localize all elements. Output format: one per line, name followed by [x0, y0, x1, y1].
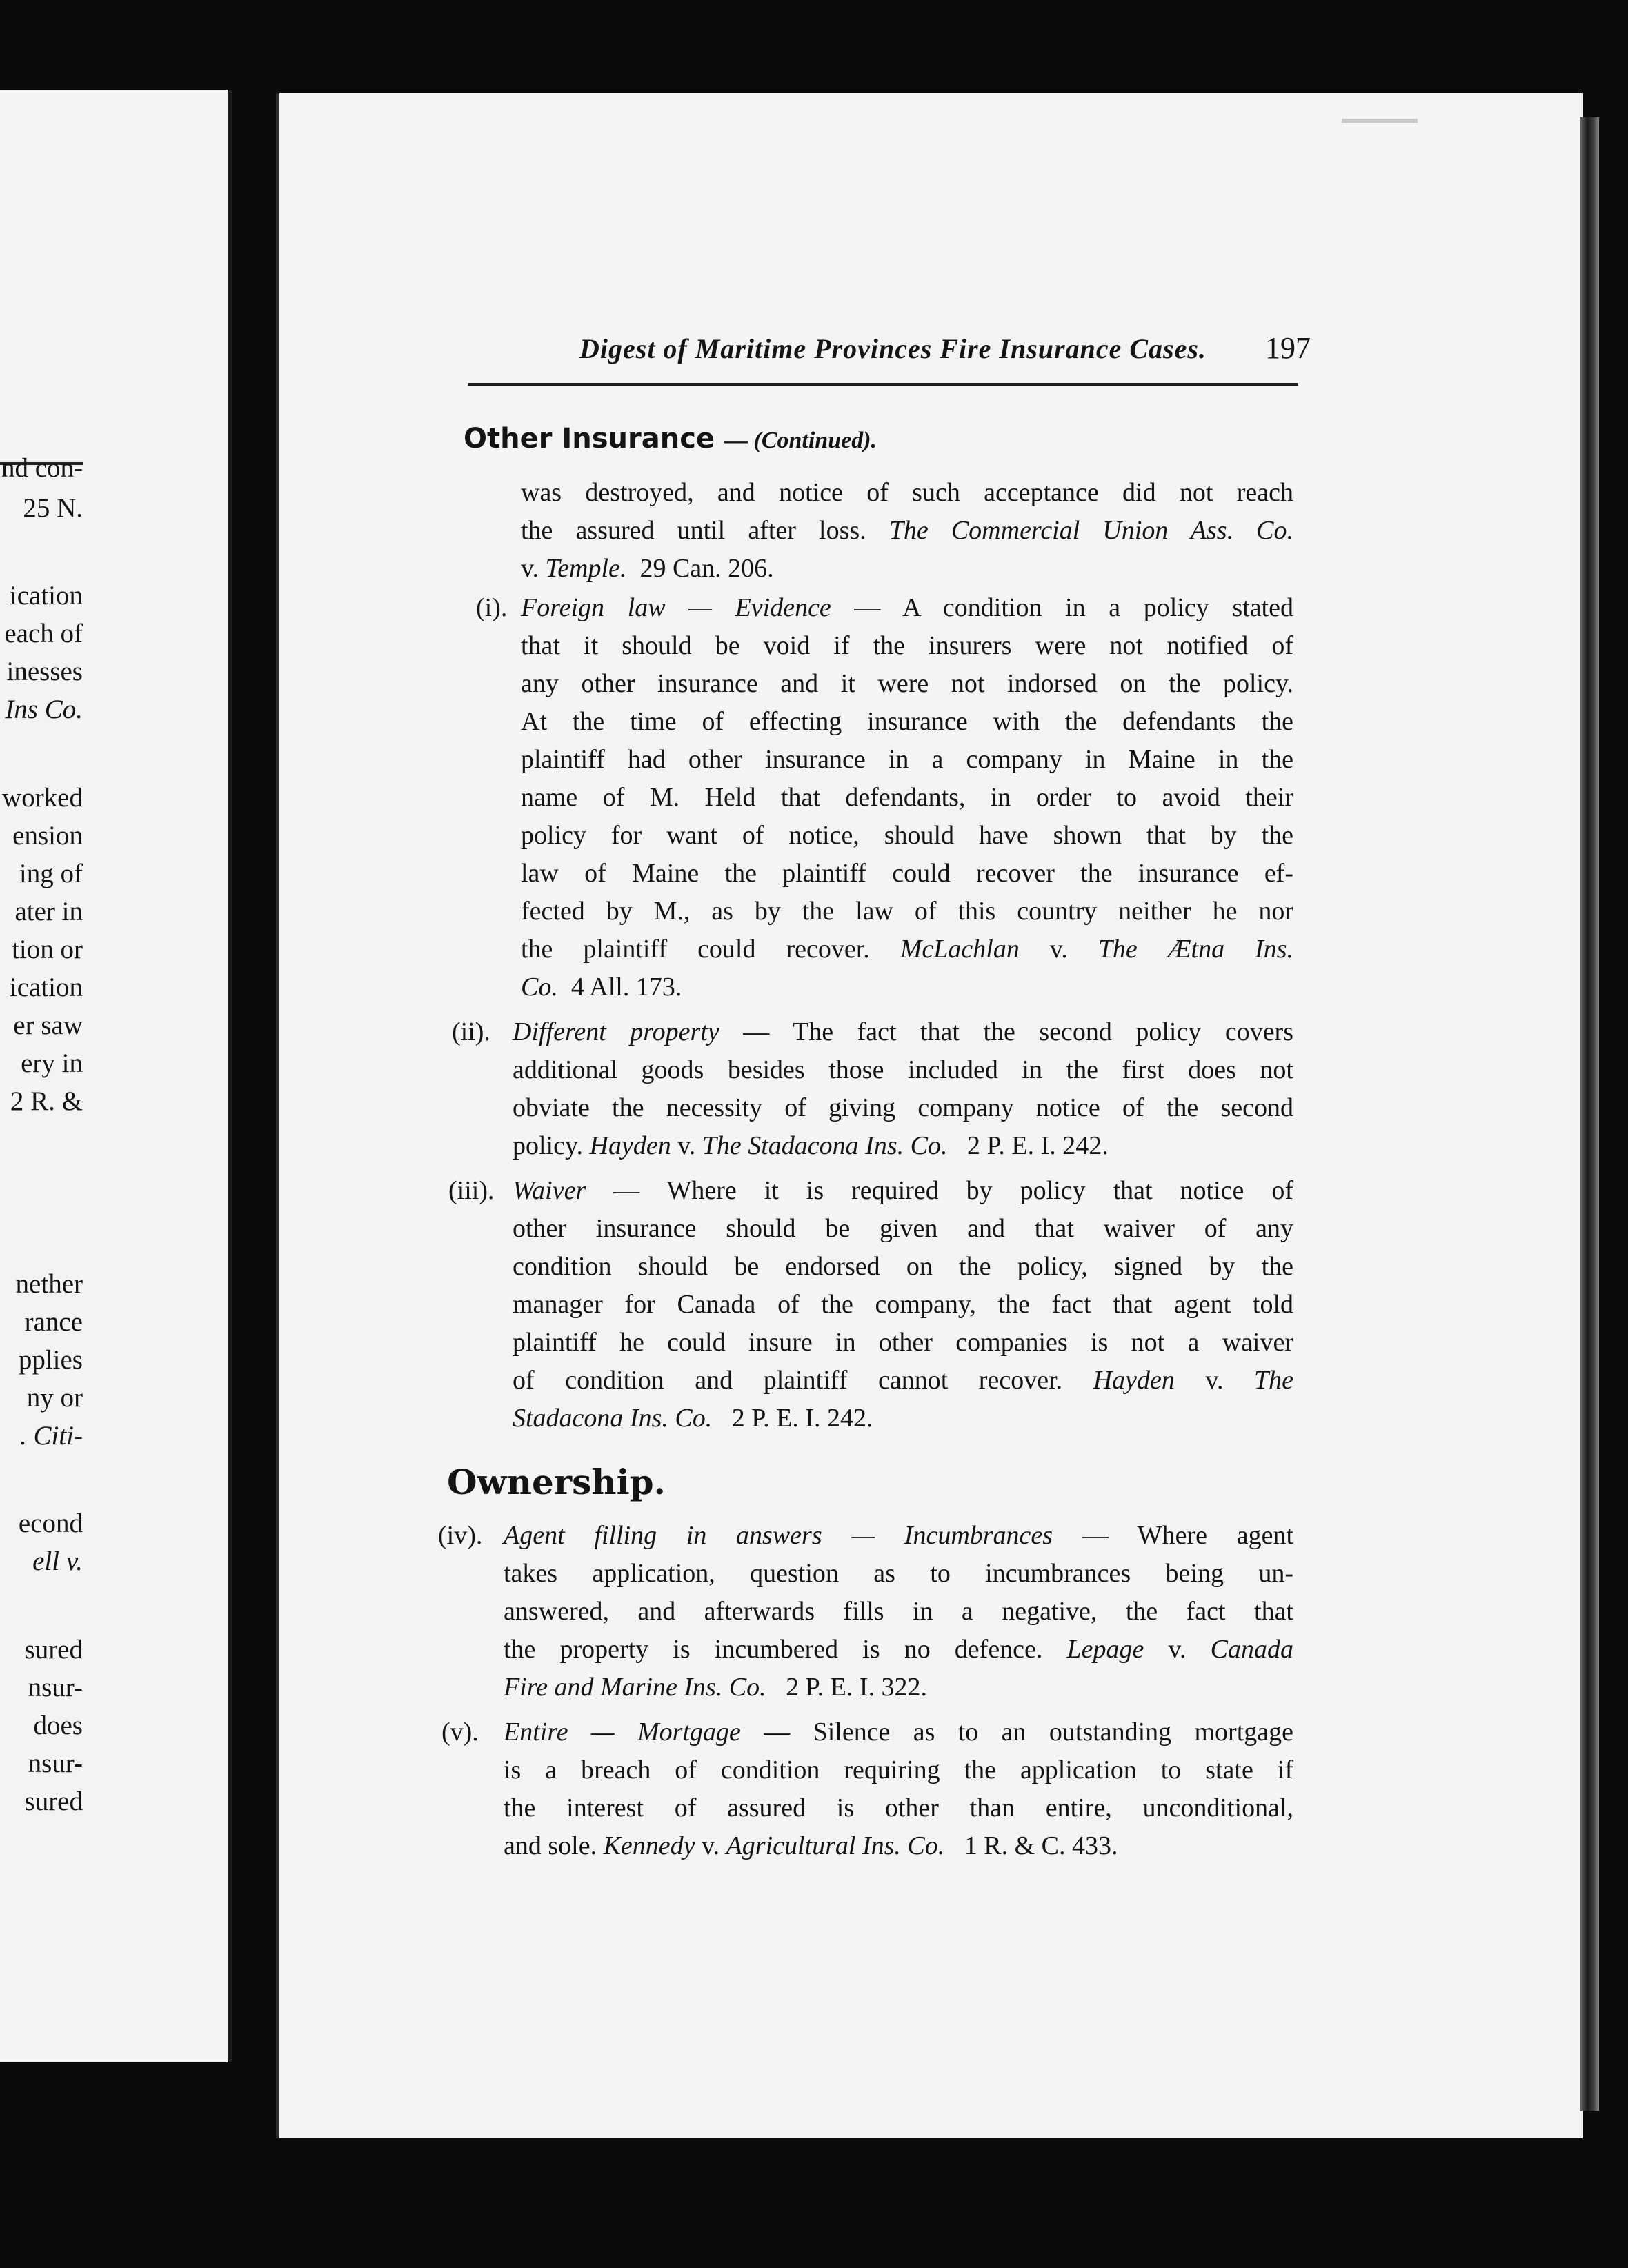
body-text-line: condition should be endorsed on the policy, signed by the	[513, 1252, 1293, 1281]
body-text-line: the assured until after loss. The Commercial Union Ass. Co.	[521, 516, 1294, 545]
previous-page-line: . Citi-	[19, 1421, 83, 1451]
previous-page-line: nd con-	[1, 453, 83, 483]
previous-page-line: worked	[2, 783, 83, 813]
body-text-line: the property is incumbered is no defence. Lepage v. Canada	[504, 1635, 1293, 1664]
body-text-line: that it should be void if the insurers were not notified of	[521, 631, 1293, 660]
previous-page-line: nether	[15, 1269, 83, 1299]
body-text-line: manager for Canada of the company, the fact that agent told	[513, 1290, 1293, 1319]
body-text-line: Agent filling in answers — Incumbrances — Where agent	[504, 1521, 1294, 1550]
body-text-line: At the time of effecting insurance with the defendants the	[521, 707, 1293, 736]
body-text-line: Stadacona Ins. Co. 2 P. E. I. 242.	[513, 1404, 873, 1433]
body-text-line: other insurance should be given and that waiver of any	[513, 1214, 1293, 1243]
previous-page-line: ater in	[14, 897, 83, 926]
page-top-mark	[1342, 119, 1418, 123]
body-text-line: Waiver — Where it is required by policy that notice of	[513, 1176, 1293, 1205]
body-text-line: Co. 4 All. 173.	[521, 973, 682, 1002]
body-text-line: additional goods besides those included in the first does not	[513, 1055, 1293, 1084]
section-heading-ownership: Ownership.	[447, 1462, 666, 1502]
previous-page-line: ication	[9, 973, 83, 1002]
body-text-line: policy. Hayden v. The Stadacona Ins. Co. 2 P. E. I. 242.	[513, 1131, 1109, 1160]
previous-page-fragment	[0, 90, 232, 2062]
previous-page-line: each of	[4, 619, 83, 648]
page-number: 197	[1265, 331, 1311, 365]
body-text-line: Entire — Mortgage — Silence as to an outstanding mortgage	[504, 1718, 1293, 1747]
body-text-line: policy for want of notice, should have shown that by the	[521, 821, 1293, 850]
body-text-line: the interest of assured is other than entire, unconditional,	[504, 1793, 1293, 1822]
previous-page-line: nsur-	[28, 1749, 83, 1778]
previous-page-line: sured	[24, 1635, 83, 1664]
previous-page-line: ension	[12, 821, 83, 850]
running-header-title: Digest of Maritime Provinces Fire Insurance Cases.	[579, 333, 1207, 364]
item-number: (iv).	[438, 1521, 483, 1550]
body-text-line: plaintiff had other insurance in a company in Maine in the	[521, 745, 1293, 774]
previous-page-line: econd	[18, 1509, 83, 1538]
body-text-line: was destroyed, and notice of such acceptance did not reach	[521, 478, 1293, 507]
body-text-line: obviate the necessity of giving company notice of the second	[513, 1093, 1293, 1122]
body-text-line: answered, and afterwards fills in a negative, the fact that	[504, 1597, 1293, 1626]
body-text-line: is a breach of condition requiring the application to state if	[504, 1755, 1293, 1784]
body-text-line: law of Maine the plaintiff could recover the insurance ef-	[521, 859, 1293, 888]
previous-page-line: ication	[9, 581, 83, 610]
body-text-line: v. Temple. 29 Can. 206.	[521, 554, 774, 583]
body-text-line: Foreign law — Evidence — A condition in a policy stated	[521, 593, 1293, 622]
previous-page-line: 2 R. &	[10, 1086, 83, 1116]
item-number: (v).	[441, 1718, 479, 1747]
item-number: (i).	[476, 593, 508, 622]
item-number: (iii).	[448, 1176, 495, 1205]
body-text-line: Different property — The fact that the second policy covers	[513, 1017, 1293, 1046]
page-gutter	[1580, 117, 1599, 2111]
body-text-line: and sole. Kennedy v. Agricultural Ins. Co. 1 R. & C. 433.	[504, 1831, 1118, 1860]
previous-page-line: nsur-	[28, 1673, 83, 1702]
previous-page-line: ell v.	[32, 1546, 83, 1576]
body-text-line: Fire and Marine Ins. Co. 2 P. E. I. 322.	[504, 1673, 927, 1702]
section-title: Other Insurance	[464, 423, 715, 455]
previous-page-line: sured	[24, 1787, 83, 1816]
body-text-line: takes application, question as to incumbrances being un-	[504, 1559, 1293, 1588]
body-text-line: plaintiff he could insure in other companies is not a waiver	[513, 1328, 1293, 1357]
item-number: (ii).	[452, 1017, 490, 1046]
previous-page-line: tion or	[12, 935, 83, 964]
body-text-line: fected by M., as by the law of this country neither he nor	[521, 897, 1293, 926]
previous-page-line: ery in	[21, 1048, 83, 1078]
continued-label: — (Continued).	[724, 428, 877, 453]
previous-page-line: does	[33, 1711, 83, 1740]
previous-page-line: Ins Co.	[5, 695, 83, 724]
body-text-line: any other insurance and it were not indorsed on the policy.	[521, 669, 1293, 698]
previous-page-line: 25 N.	[23, 493, 83, 523]
previous-page-line: ing of	[19, 859, 83, 888]
body-text-line: of condition and plaintiff cannot recover. Hayden v. The	[513, 1366, 1293, 1395]
body-text-line: the plaintiff could recover. McLachlan v. The Ætna Ins.	[521, 935, 1293, 964]
section-heading-other-insurance	[464, 421, 877, 459]
body-text-line: name of M. Held that defendants, in order to avoid their	[521, 783, 1293, 812]
previous-page-line: rance	[24, 1307, 83, 1337]
previous-page-line: inesses	[6, 657, 83, 686]
previous-page-line: ny or	[26, 1383, 83, 1413]
previous-page-line: er saw	[13, 1011, 83, 1040]
header-rule	[468, 383, 1298, 386]
previous-page-line: pplies	[18, 1345, 83, 1375]
